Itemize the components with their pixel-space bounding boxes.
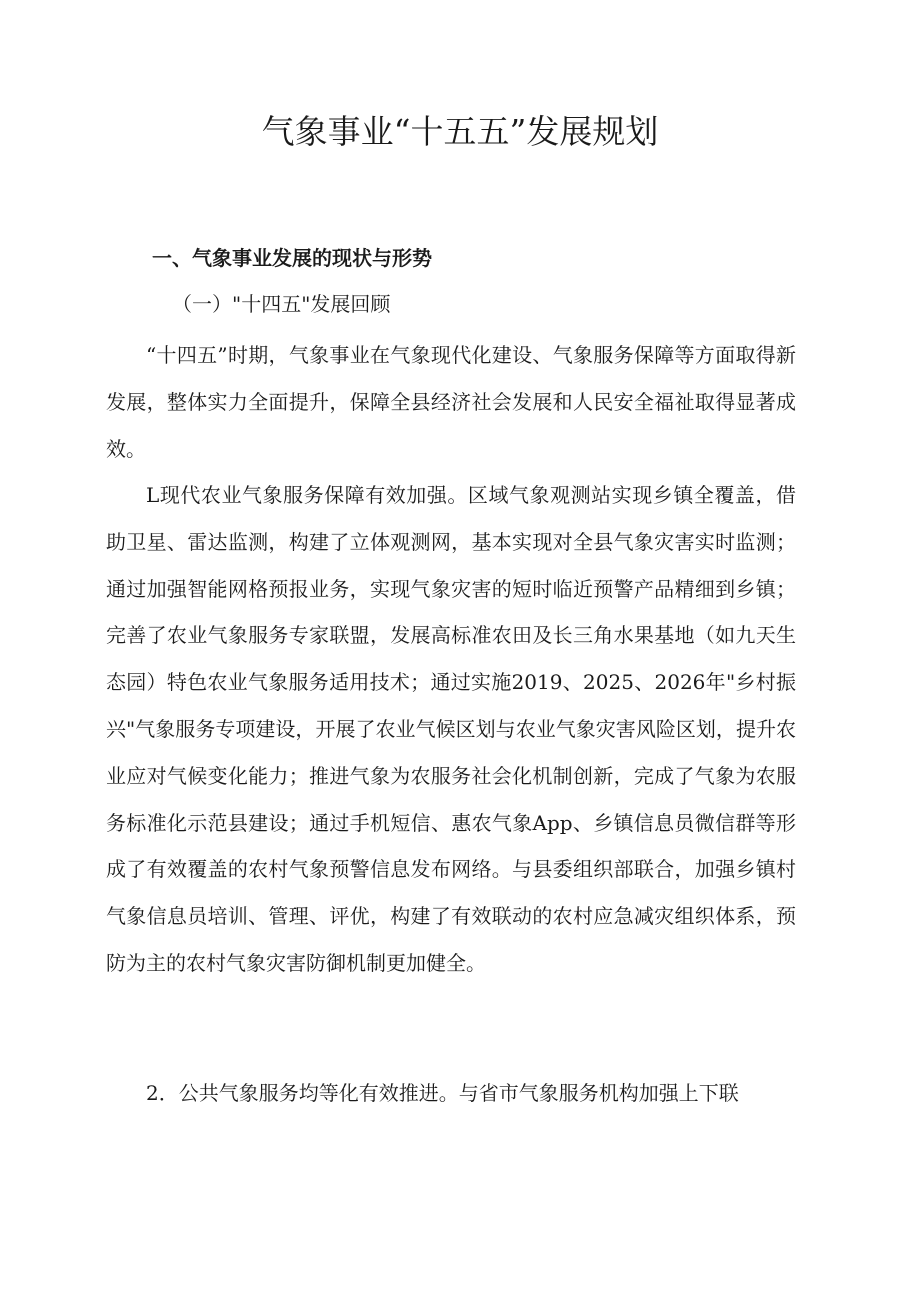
paragraph-agriculture-service: L现代农业气象服务保障有效加强。区域气象观测站实现乡镇全覆盖，借助卫星、雷达监测，构建了立体观测网，基本实现对全县气象灾害实时监测；通过加强智能网格预报业务，实现气象灾害的短时临近预警产品精细到乡镇；完善了农业气象服务专家联盟，发展高标准农田及长三角水果基地（如九天生态园）特色农业气象服务适用技术；通过实施2019、2025、2026年"乡村振兴"气象服务专项建设，开展了农业气候区划与农业气象灾害风险区划，提升农业应对气候变化能力；推进气象为农服务社会化机制创新，完成了气象为农服务标准化示范县建设；通过手机短信、惠农气象App、乡镇信息员微信群等形成了有效覆盖的农村气象预警信息发布网络。与县委组织部联合，加强乡镇村气象信息员培训、管理、评优，构建了有效联动的农村应急减灾组织体系，预防为主的农村气象灾害防御机制更加健全。: [106, 483, 796, 975]
subsection-heading: （一）"十四五"发展回顾: [172, 292, 391, 316]
document-title: 气象事业“十五五”发展规划: [261, 112, 659, 151]
section-heading: 一、气象事业发展的现状与形势: [152, 246, 432, 270]
paragraph-public-service: 2．公共气象服务均等化有效推进。与省市气象服务机构加强上下联: [146, 1081, 739, 1105]
paragraph-overview: “十四五”时期，气象事业在气象现代化建设、气象服务保障等方面取得新发展，整体实力全面提升，保障全县经济社会发展和人民安全福祉取得显著成效。: [106, 343, 796, 461]
